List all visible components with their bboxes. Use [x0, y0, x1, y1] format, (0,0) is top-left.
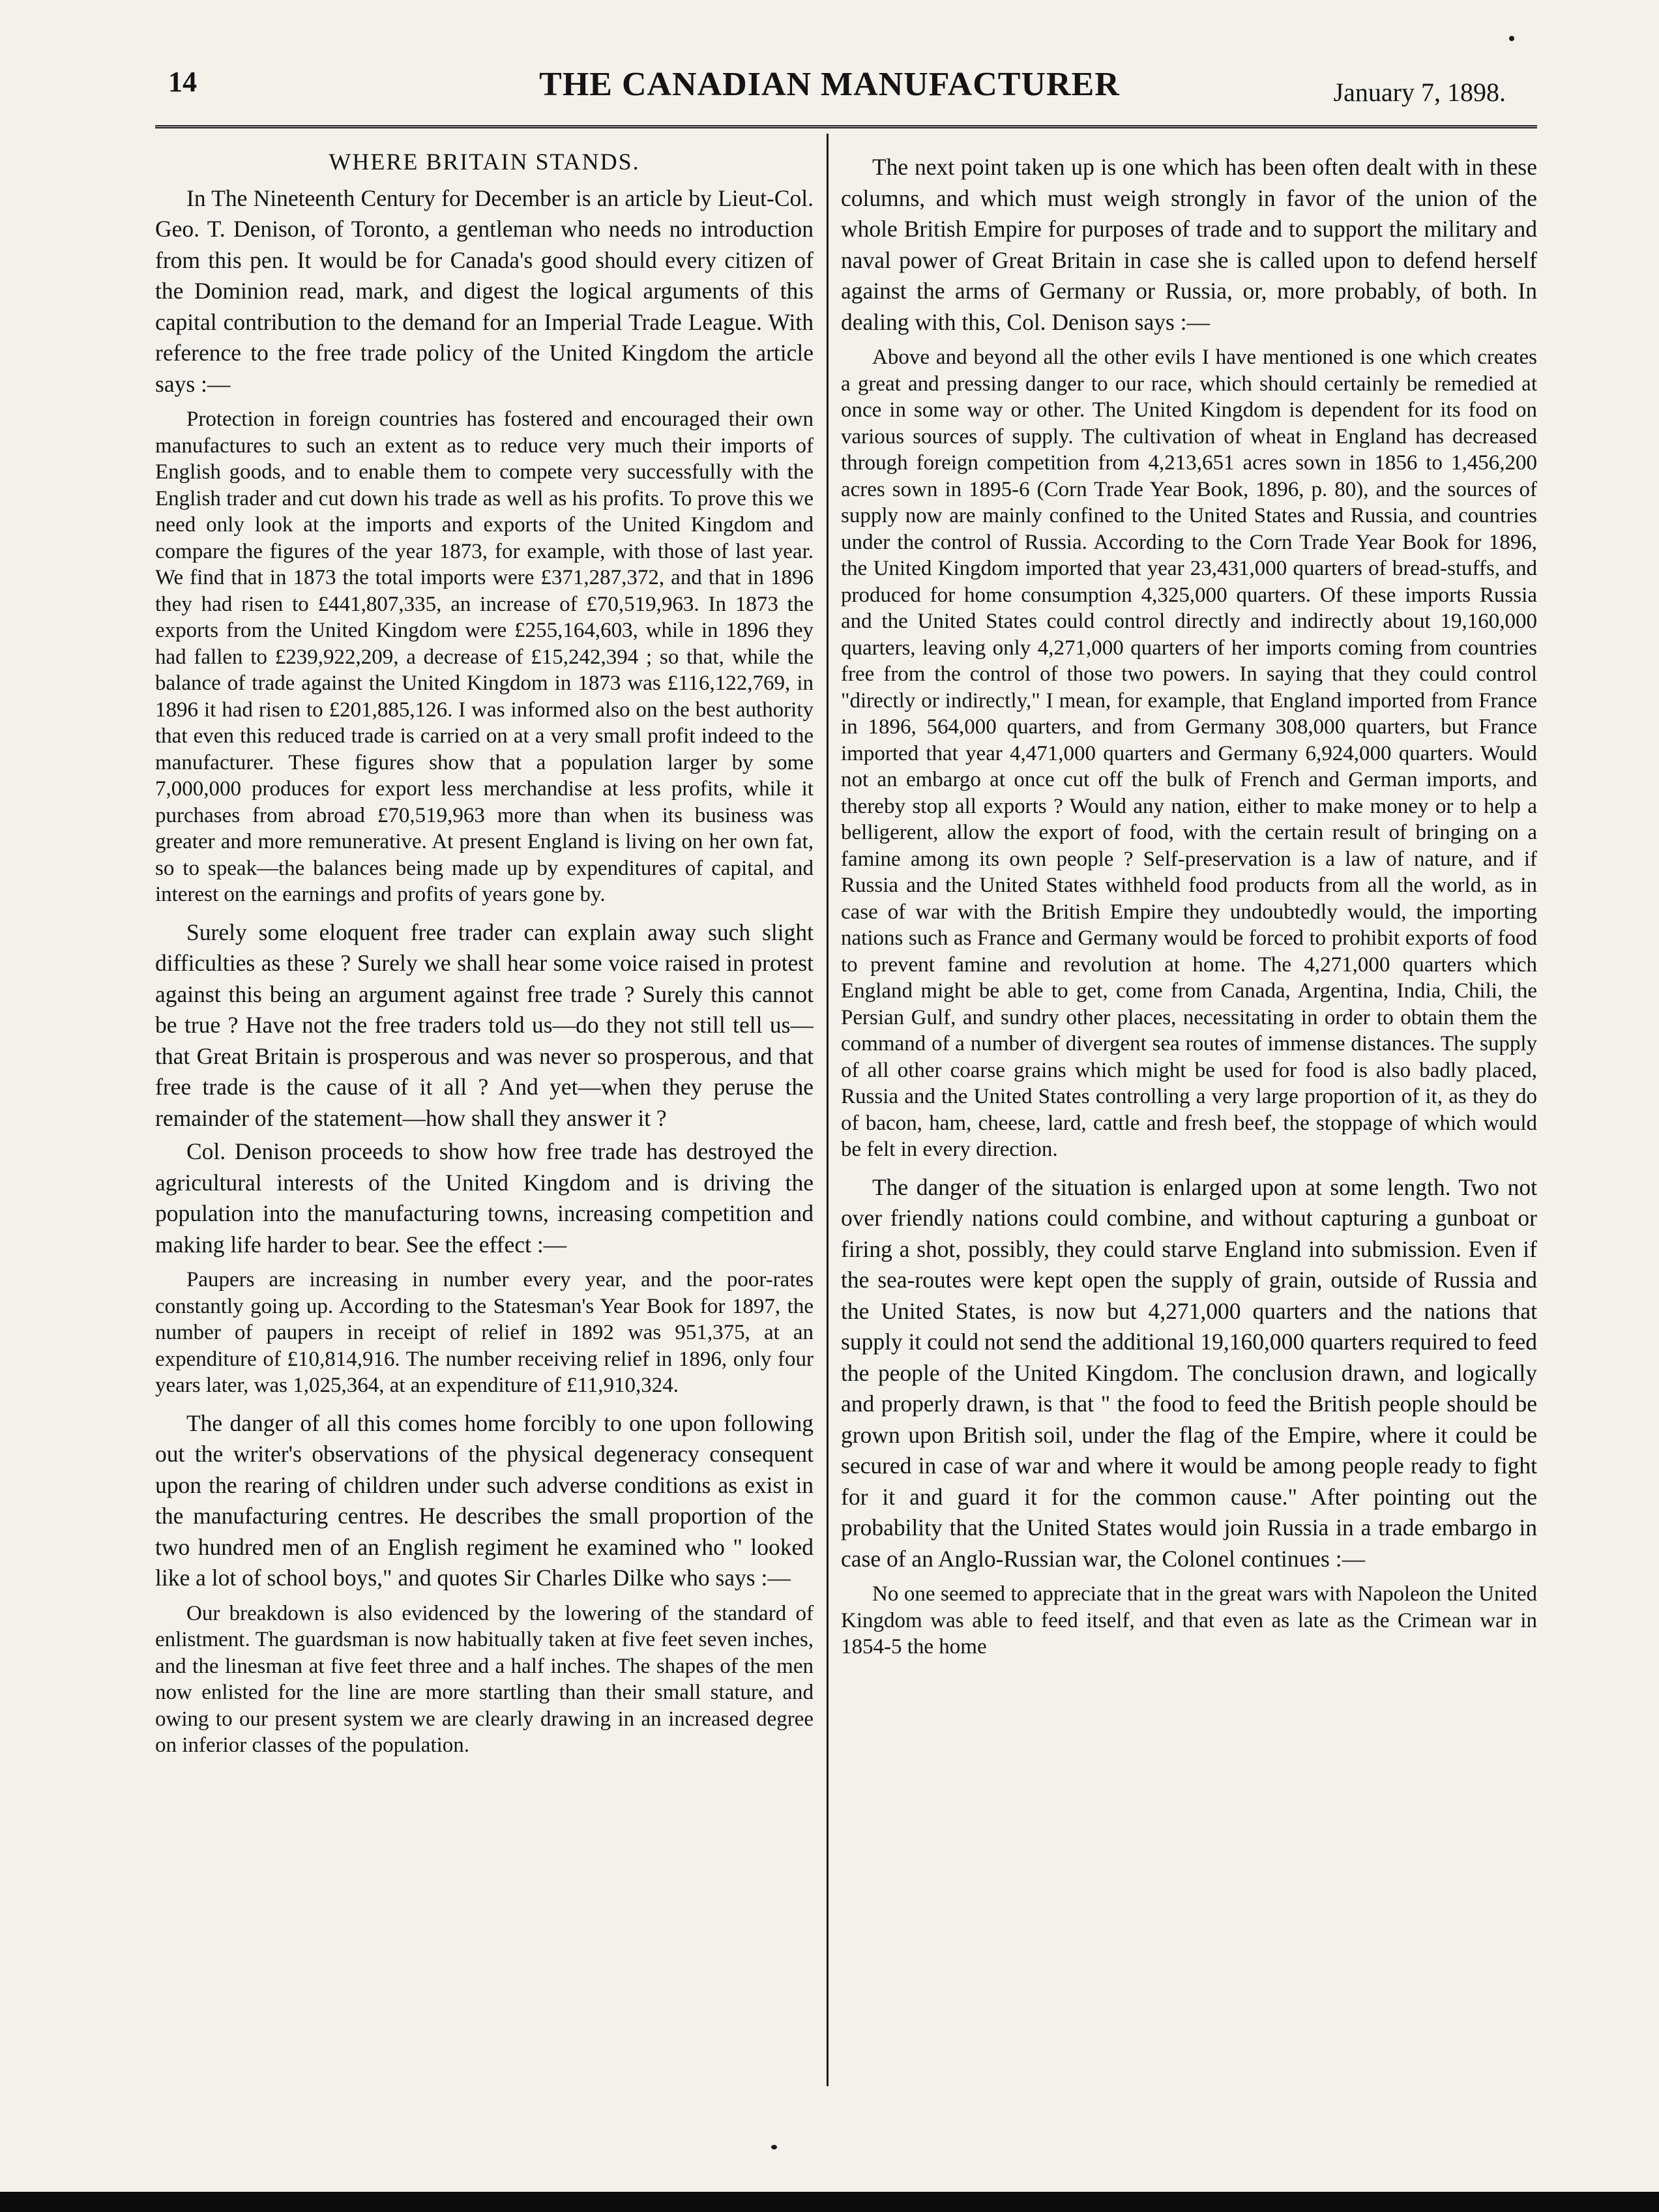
right-column	[841, 134, 1537, 2093]
ink-speck	[771, 2145, 777, 2149]
article-paragraph: In The Nineteenth Century for December is an article by Lieut-Col. Geo. T. Denison, of Toronto, a gentleman who needs no introduction from this pen. It would be for Canada's good should every citizen of the Dominion read, mark, and digest the logical arguments of this capital contribution to the demand for an Imperial Trade League. With reference to the free trade policy of the United Kingdom the article says :—	[155, 184, 814, 397]
quoted-paragraph: Paupers are increasing in number every year, and the poor-rates constantly going up. According to the Statesman's Year Book for 1897, the number of paupers in receipt of relief in 1892 was 951,375, at an expenditure of £10,814,916. The number receiving relief in 1896, only four years later, was 1,025,364, at an expenditure of £11,910,324.	[155, 1268, 814, 1397]
article-paragraph: The next point taken up is one which has been often dealt with in these columns, and which must weigh strongly in favor of the union of the whole British Empire for purposes of trade and to support the military and naval power of Great Britain in case she is called upon to defend herself against the arms of Germany or Russia, or, more probably, of both. In dealing with this, Col. Denison says :—	[841, 154, 1537, 335]
header-rule	[155, 125, 1537, 128]
quoted-paragraph: Above and beyond all the other evils I have mentioned is one which creates a great and pressing danger to our race, which should certainly be remedied at once in some way or other. The United Kingdom is dependent for its food on various sources of supply. The cultivation of wheat in England has decreased through foreign competition from 4,213,651 acres sown in 1856 to 1,456,200 acres sown in 1895-6 (Corn Trade Year Book, 1896, p. 80), and the sources of supply now are mainly confined to the United States and Russia, and countries under the control of Russia. According to the Corn Trade Year Book for 1896, the United Kingdom imported that year 23,431,000 quarters of bread-stuffs, and produced for home consumption 4,325,000 quarters. Of these imports Russia and the United States could control directly and indirectly about 19,160,000 quarters, leaving only 4,271,000 quarters of her imports coming from countries free from the control of those two powers. In saying that they could control "directly or indirectly," I mean, for example, that England imported from France in 1896, 564,000 quarters, and from Germany 308,000 quarters, but France imported that year 4,471,000 quarters and Germany 6,924,000 quarters. Would not an embargo at once cut off the bulk of French and German imports, and thereby stop all exports ? Would any nation, either to make money or to help a belligerent, allow the export of food, with the certain result of bringing on a famine among its own people ? Self-preservation is a law of nature, and if Russia and the United States withheld food products from all the world, as in case of war with the British Empire they undoubtedly would, the importing nations such as France and Germany would be forced to prohibit exports of food to prevent famine and revolution at home. The 4,271,000 quarters which England might be able to get, come from Canada, Argentina, India, Chili, the Persian Gulf, and sundry other places, necessitating in order to obtain them the command of a number of divergent sea routes of immense distances. The supply of all other coarse grains which might be used for food is also badly placed, Russia and the United States controlling a very large proportion of it, as they do of bacon, ham, cheese, lard, cattle and fresh beef, the stoppage of which would be felt in every direction.	[841, 346, 1537, 1161]
left-column	[155, 134, 814, 2093]
scan-edge-bar	[0, 2192, 1659, 2212]
article-paragraph: The danger of all this comes home forcibly to one upon following out the writer's observations of the physical degeneracy consequent upon the rearing of children under such adverse conditions as exist in the manufacturing centres. He describes the small proportion of the two hundred men of an English regiment he examined who " looked like a lot of school boys," and quotes Sir Charles Dilke who says :—	[155, 1409, 814, 1591]
quoted-paragraph: Our breakdown is also evidenced by the lowering of the standard of enlistment. The guardsman is now habitually taken at five feet seven inches, and the linesman at five feet three and a half inches. The shapes of the men now enlisted for the line are more startling than their small stature, and owing to our present system we are clearly drawing in an increased degree on inferior classes of the population.	[155, 1601, 814, 1757]
article-paragraph: The danger of the situation is enlarged upon at some length. Two not over friendly nations could combine, and without capturing a gunboat or firing a shot, possibly, they could starve England into submission. Even if the sea-routes were kept open the supply of grain, outside of Russia and the United States, is now but 4,271,000 quarters and the nations that supply it could not send the additional 19,160,000 quarters required to feed the people of the United Kingdom. The conclusion drawn, and logically and properly drawn, is that " the food to feed the British people should be grown upon British soil, under the flag of the Empire, where it could be secured in case of war and where it would be among people ready to fight for it and guard it for the common cause." After pointing out the probability that the United States would join Russia in a trade embargo in case of an Anglo-Russian war, the Colonel continues :—	[841, 1173, 1537, 1572]
ink-speck	[1509, 36, 1514, 41]
article-paragraph: Surely some eloquent free trader can explain away such slight difficulties as these ? Surely we shall hear some voice raised in protest against this being an argument against free trade ? Surely this cannot be true ? Have not the free traders told us—do they not still tell us—that Great Britain is prosperous and was never so prosperous, and that free trade is the cause of it all ? And yet—when they peruse the remainder of the statement—how shall they answer it ?	[155, 919, 814, 1131]
quoted-paragraph: No one seemed to appreciate that in the great wars with Napoleon the United Kingdom was able to feed itself, and that even as late as the Crimean war in 1854-5 the home	[841, 1582, 1537, 1659]
article-heading: WHERE BRITAIN STANDS.	[329, 149, 640, 175]
page-number: 14	[168, 66, 197, 98]
masthead-title: THE CANADIAN MANUFACTURER	[539, 66, 1120, 103]
quoted-paragraph: Protection in foreign countries has fostered and encouraged their own manufactures to such an extent as to reduce very much their imports of English goods, and to enable them to compete very successfully with the English trader and cut down his trade as well as his profits. To prove this we need only look at the imports and exports of the United Kingdom and compare the figures of the year 1873, for example, with those of last year. We find that in 1873 the total imports were £371,287,372, and that in 1896 they had risen to £441,807,335, an increase of £70,519,963. In 1873 the exports from the United Kingdom were £255,164,603, while in 1896 they had fallen to £239,922,209, a decrease of £15,242,394 ; so that, while the balance of trade against the United Kingdom in 1873 was £116,122,769, in 1896 it had risen to £201,885,126. I was informed also on the best authority that even this reduced trade is carried on at a very small profit indeed to the manufacturer. These figures show that a population larger by some 7,000,000 produces for export less merchandise at less profits, while it purchases from abroad £70,519,963 more than when its business was greater and more remunerative. At present England is living on her own fat, so to speak—the balances being made up by expenditures of capital, and interest on the earnings and profits of years gone by.	[155, 407, 814, 906]
column-divider	[827, 134, 829, 2086]
article-paragraph: Col. Denison proceeds to show how free trade has destroyed the agricultural interests of the United Kingdom and is driving the population into the manufacturing towns, increasing competition and making life harder to bear. See the effect :—	[155, 1138, 814, 1258]
issue-date: January 7, 1898.	[1333, 78, 1506, 107]
